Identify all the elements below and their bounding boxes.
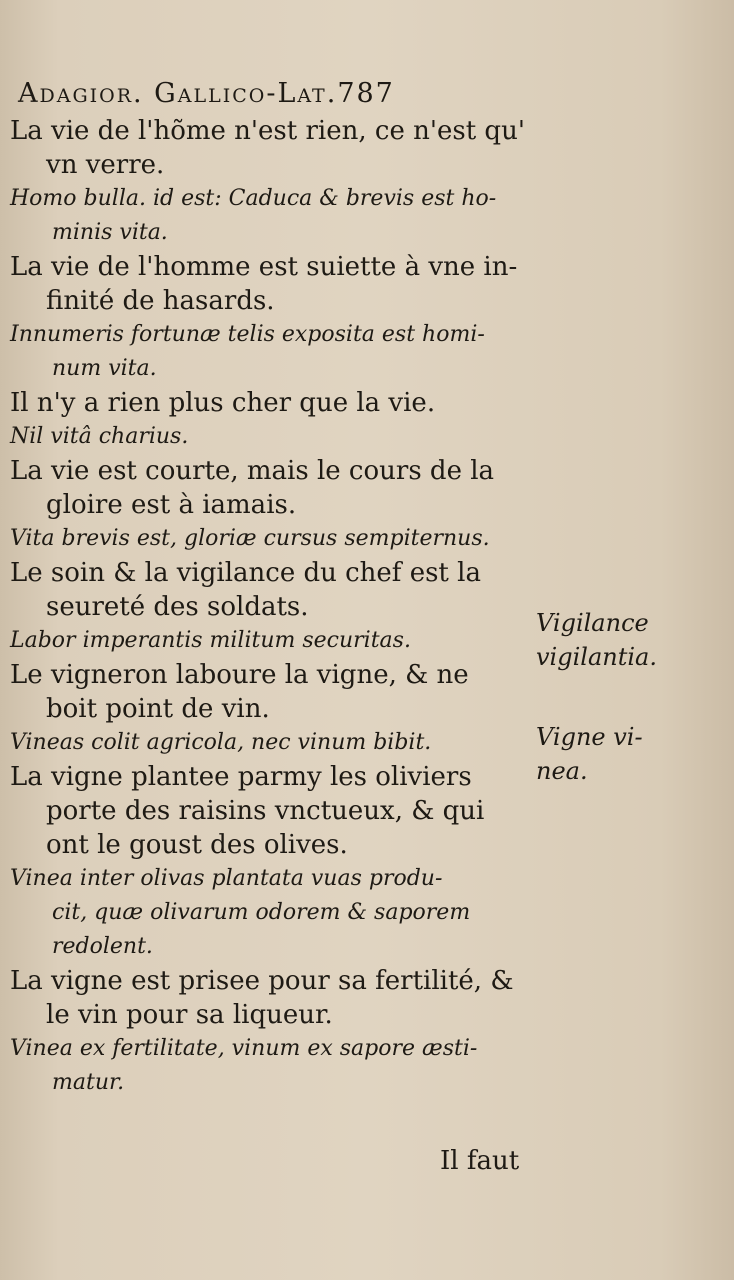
french-proverb-line: porte des raisins vnctueux, & qui [46, 796, 485, 826]
catchword: Il faut [440, 1146, 520, 1176]
running-header: Adagior. Gallico-Lat.787 [18, 78, 395, 109]
latin-translation-line: cit, quæ olivarum odorem & saporem [52, 900, 471, 925]
latin-translation-line: redolent. [52, 934, 153, 959]
text-column [10, 114, 530, 1100]
margin-note-line: vigilantia. [536, 643, 657, 671]
french-proverb-line: La vigne est prisee pour sa fertilité, & [10, 966, 514, 996]
margin-note-line: Vigne vi- [536, 723, 643, 751]
french-proverb-line: La vie de l'hõme n'est rien, ce n'est qu' [10, 116, 525, 146]
latin-translation-line: Vita brevis est, gloriæ cursus sempiternus. [10, 526, 490, 551]
french-proverb-line: La vie de l'homme est suiette à vne in- [10, 252, 518, 282]
latin-translation-line: Innumeris fortunæ telis exposita est homi- [10, 322, 485, 347]
french-proverb-line: La vigne plantee parmy les oliviers [10, 762, 472, 792]
french-proverb-line: finité de hasards. [46, 286, 275, 316]
latin-translation-line: Labor imperantis militum securitas. [10, 628, 411, 653]
latin-translation-line: Vinea ex fertilitate, vinum ex sapore æsti- [10, 1036, 478, 1061]
french-proverb-line: Le soin & la vigilance du chef est la [10, 558, 481, 588]
latin-translation-line: matur. [52, 1070, 125, 1095]
margin-note-line: nea. [536, 757, 588, 785]
latin-translation-line: minis vita. [52, 220, 168, 245]
french-proverb-line: vn verre. [46, 150, 165, 180]
latin-translation-line: num vita. [52, 356, 157, 381]
french-proverb-line: gloire est à iamais. [46, 490, 297, 520]
french-proverb-line: ont le goust des olives. [46, 830, 348, 860]
margin-note-vigne [536, 720, 726, 788]
french-proverb-line: Le vigneron laboure la vigne, & ne [10, 660, 469, 690]
french-proverb-line: La vie est courte, mais le cours de la [10, 456, 495, 486]
latin-translation-line: Nil vitâ charius. [10, 424, 189, 449]
margin-note-vigilance [536, 606, 726, 674]
french-proverb-line: seureté des soldats. [46, 592, 309, 622]
latin-translation-line: Homo bulla. id est: Caduca & brevis est ho- [10, 186, 497, 211]
margin-note-line: Vigilance [536, 609, 649, 637]
french-proverb-line: le vin pour sa liqueur. [46, 1000, 333, 1030]
latin-translation-line: Vinea inter olivas plantata vuas produ- [10, 866, 443, 891]
latin-translation-line: Vineas colit agricola, nec vinum bibit. [10, 730, 432, 755]
french-proverb-line: boit point de vin. [46, 694, 270, 724]
french-proverb-line: Il n'y a rien plus cher que la vie. [10, 388, 436, 418]
